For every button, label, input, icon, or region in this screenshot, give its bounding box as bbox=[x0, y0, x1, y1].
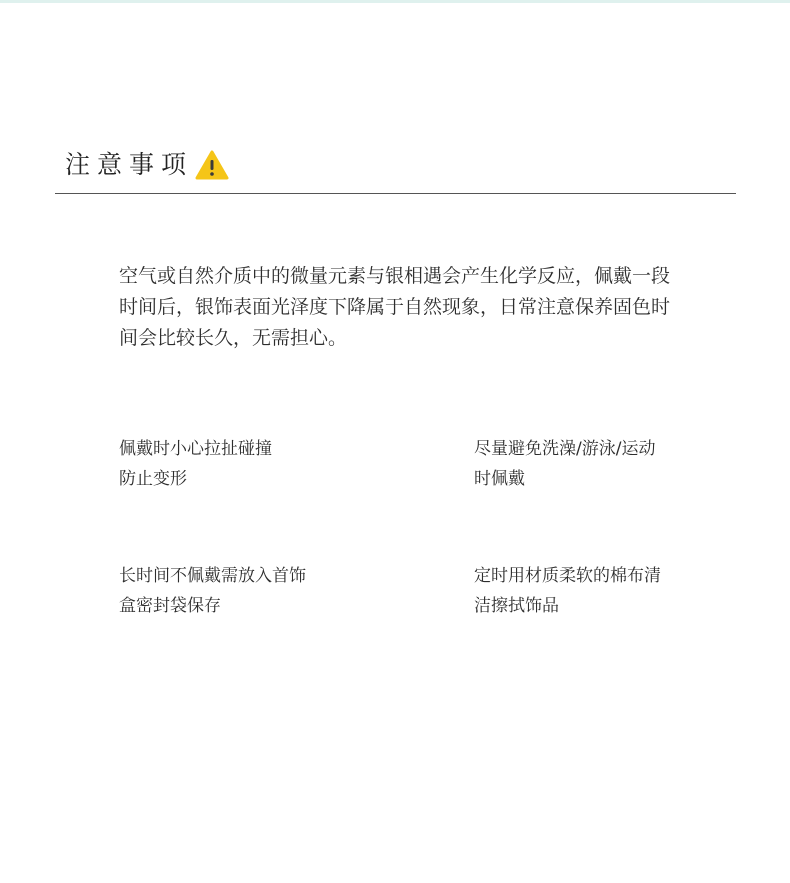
tip-text: 佩戴时小心拉扯碰撞 bbox=[119, 439, 272, 459]
tip-text: 定时用材质柔软的棉布清 bbox=[474, 566, 661, 586]
tip-text: 盒密封袋保存 bbox=[119, 596, 221, 616]
tip-item bbox=[119, 561, 359, 621]
tip-text: 长时间不佩戴需放入首饰 bbox=[119, 566, 306, 586]
warning-icon bbox=[195, 150, 229, 180]
section-header bbox=[55, 143, 736, 194]
tip-item bbox=[474, 434, 714, 494]
tip-text: 尽量避免洗澡/游泳/运动 bbox=[474, 439, 656, 459]
tip-text: 防止变形 bbox=[119, 469, 187, 489]
tip-item bbox=[119, 434, 359, 494]
intro-paragraph: 空气或自然介质中的微量元素与银相遇会产生化学反应，佩戴一段时间后，银饰表面光泽度下降属于自然现象，日常注意保养固色时间会比较长久，无需担心。 bbox=[119, 265, 671, 349]
tip-text: 洁擦拭饰品 bbox=[474, 596, 559, 616]
tip-text: 时佩戴 bbox=[474, 469, 525, 489]
tip-item bbox=[474, 561, 714, 621]
top-accent-line bbox=[0, 0, 790, 3]
section-title: 注意事项 bbox=[65, 150, 194, 179]
